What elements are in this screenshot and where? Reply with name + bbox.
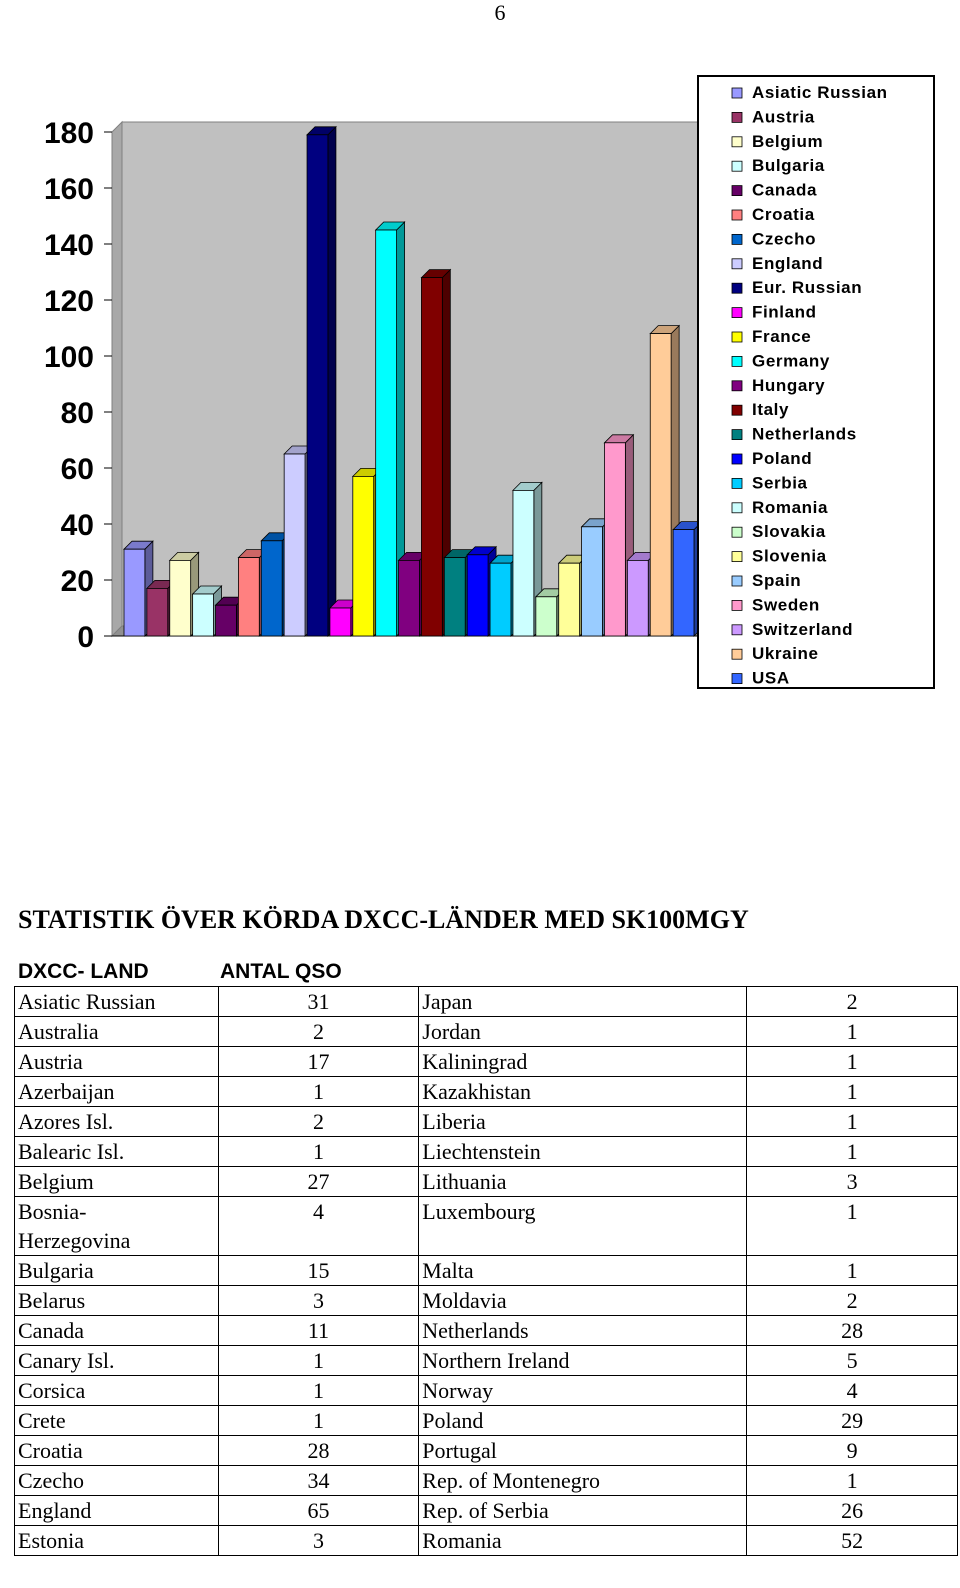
table-row [15,1017,958,1047]
y-tick-label: 20 [60,565,94,598]
legend-swatch [732,210,742,220]
qso-count-cell: 3 [218,1286,419,1316]
legend-label: Ukraine [752,644,819,664]
legend-label: Italy [752,400,790,420]
legend-label: Slovakia [752,522,826,542]
legend-label: Slovenia [752,546,827,566]
qso-count-cell: 65 [218,1496,419,1526]
country-cell: Bulgaria [15,1256,219,1286]
table-row [15,987,958,1017]
legend-label: Croatia [752,205,815,224]
legend-swatch [732,356,742,366]
legend-swatch [732,527,742,537]
legend-swatch [732,576,742,586]
table-row [15,1047,958,1077]
table-row [15,1107,958,1137]
table-row [15,1496,958,1526]
country-cell: Kazakhistan [419,1077,747,1107]
qso-count-cell: 1 [218,1346,419,1376]
table-row [15,1137,958,1167]
qso-count-cell: 5 [747,1346,958,1376]
qso-count-cell: 34 [218,1466,419,1496]
qso-count-cell: 2 [218,1017,419,1047]
qso-count-cell: 4 [747,1376,958,1406]
country-cell: Croatia [15,1436,219,1466]
table-row [15,1466,958,1496]
bar-front [673,530,694,636]
bar-chart [0,60,960,700]
country-cell: Corsica [15,1376,219,1406]
country-cell: Moldavia [419,1286,747,1316]
country-cell: Canada [15,1316,219,1346]
y-tick-label: 80 [60,397,94,430]
legend-label: England [752,253,824,273]
country-cell: Rep. of Montenegro [419,1466,747,1496]
y-tick-label: 60 [60,453,94,486]
bar-front [582,527,603,636]
qso-count-cell: 26 [747,1496,958,1526]
qso-count-cell: 52 [747,1526,958,1556]
bar-front [284,454,305,636]
legend-label: Belgium [752,131,824,151]
bar-front [193,594,214,636]
bar-front [238,558,259,636]
qso-count-cell: 17 [218,1047,419,1077]
y-tick-label: 120 [43,285,94,318]
legend-label: Czecho [752,229,817,249]
bar-front [376,230,397,636]
legend-swatch [732,478,742,488]
qso-count-cell: 28 [218,1436,419,1466]
legend-swatch [732,625,742,635]
legend-swatch [732,454,742,464]
legend-label: Netherlands [752,424,857,444]
bar-front [467,555,488,636]
qso-count-cell: 28 [747,1316,958,1346]
table-row [15,1256,958,1286]
legend-label: Austria [752,107,815,127]
legend-swatch [732,503,742,513]
qso-count-cell: 2 [218,1107,419,1137]
country-cell: Asiatic Russian [15,987,219,1017]
legend-swatch [732,332,742,342]
legend-label: USA [752,668,790,688]
qso-count-cell: 1 [218,1376,419,1406]
bar-front [444,558,465,636]
bar-front [261,541,282,636]
legend-label: Bulgaria [752,156,825,176]
qso-count-cell: 15 [218,1256,419,1286]
y-tick-label: 140 [43,229,94,262]
legend-swatch [732,674,742,684]
qso-count-cell: 1 [218,1077,419,1107]
country-cell: Australia [15,1017,219,1047]
legend-swatch [732,112,742,122]
legend-label: Romania [752,497,828,517]
qso-count-cell: 2 [747,987,958,1017]
bar-front [147,588,168,636]
country-cell: Poland [419,1406,747,1436]
country-cell: Portugal [419,1436,747,1466]
qso-count-cell: 27 [218,1167,419,1197]
country-cell: Liechtenstein [419,1137,747,1167]
legend-label: Finland [752,302,817,322]
country-cell: Lithuania [419,1167,747,1197]
bar-front [604,443,625,636]
plot-side-wall [112,122,122,636]
column-header-country: DXCC- LAND [18,960,149,983]
plot-area [112,122,710,636]
qso-count-cell: 1 [747,1197,958,1256]
qso-count-cell: 1 [747,1137,958,1167]
legend-label: France [752,327,812,346]
legend-swatch [732,405,742,415]
legend-label: Spain [752,571,802,590]
legend-label: Poland [752,449,813,468]
bar-front [353,476,374,636]
table-row [15,1167,958,1197]
country-cell: Belgium [15,1167,219,1197]
legend-label: Hungary [752,375,826,395]
bar-front [170,560,191,636]
legend-swatch [732,283,742,293]
country-cell: Northern Ireland [419,1346,747,1376]
chart-legend [698,76,934,688]
table-row [15,1526,958,1556]
legend-swatch [732,259,742,269]
country-cell: Kaliningrad [419,1047,747,1077]
y-tick-label: 40 [60,509,94,542]
country-cell: England [15,1496,219,1526]
y-tick-label: 160 [43,173,94,206]
qso-count-cell: 1 [747,1077,958,1107]
table-row [15,1376,958,1406]
country-cell: Romania [419,1526,747,1556]
legend-swatch [732,186,742,196]
page-number: 6 [494,0,506,25]
legend-swatch [732,552,742,562]
qso-count-cell: 11 [218,1316,419,1346]
country-cell: Balearic Isl. [15,1137,219,1167]
legend-label: Germany [752,351,830,371]
legend-swatch [732,234,742,244]
qso-count-cell: 1 [218,1406,419,1436]
country-cell: Canary Isl. [15,1346,219,1376]
table-row [15,1316,958,1346]
table-row [15,1286,958,1316]
bar-side [328,127,336,636]
qso-count-cell: 4 [218,1197,419,1256]
legend-swatch [732,649,742,659]
qso-count-cell: 1 [747,1017,958,1047]
bar-eur-russian [307,127,336,636]
country-cell: Azores Isl. [15,1107,219,1137]
qso-count-cell: 1 [218,1137,419,1167]
qso-count-cell: 1 [747,1466,958,1496]
y-axis-ticks [44,117,112,654]
qso-count-cell: 9 [747,1436,958,1466]
table-row [15,1406,958,1436]
bar-front [650,334,671,636]
table-row [15,1197,958,1256]
section-heading: STATISTIK ÖVER KÖRDA DXCC-LÄNDER MED SK100MGY [18,905,749,934]
qso-count-cell: 1 [747,1047,958,1077]
legend-label: Sweden [752,595,820,615]
dxcc-table [14,986,958,1556]
bar-front [216,605,237,636]
legend-label: Serbia [752,473,808,493]
legend-label: Canada [752,180,818,200]
country-cell: Czecho [15,1466,219,1496]
bar-front [307,135,328,636]
qso-count-cell: 31 [218,987,419,1017]
legend-swatch [732,308,742,318]
qso-count-cell: 29 [747,1406,958,1436]
bar-front [330,608,351,636]
qso-count-cell: 1 [747,1256,958,1286]
country-cell: Netherlands [419,1316,747,1346]
bar-front [513,490,534,636]
table-row [15,1077,958,1107]
table-row [15,1436,958,1466]
y-tick-label: 100 [43,341,94,374]
country-cell: Belarus [15,1286,219,1316]
country-cell: Japan [419,987,747,1017]
legend-label: Asiatic Russian [752,83,888,102]
country-cell: Norway [419,1376,747,1406]
legend-swatch [732,381,742,391]
bar-front [399,560,420,636]
table-row [15,1346,958,1376]
legend-label: Switzerland [752,619,854,639]
bar-front [627,560,648,636]
country-cell: Malta [419,1256,747,1286]
country-cell: Liberia [419,1107,747,1137]
bar-front [421,278,442,636]
country-cell: Rep. of Serbia [419,1496,747,1526]
country-cell: Azerbaijan [15,1077,219,1107]
qso-count-cell: 3 [747,1167,958,1197]
country-cell: Austria [15,1047,219,1077]
country-cell: Estonia [15,1526,219,1556]
qso-count-cell: 3 [218,1526,419,1556]
legend-swatch [732,137,742,147]
legend-swatch [732,88,742,98]
bar-front [559,563,580,636]
country-cell: Bosnia- Herzegovina [15,1197,219,1256]
country-cell: Crete [15,1406,219,1436]
legend-swatch [732,600,742,610]
bar-front [536,597,557,636]
country-cell: Luxembourg [419,1197,747,1256]
bar-front [124,549,145,636]
bar-front [490,563,511,636]
y-tick-label: 180 [43,117,94,150]
legend-swatch [732,161,742,171]
country-cell: Jordan [419,1017,747,1047]
legend-swatch [732,430,742,440]
qso-count-cell: 2 [747,1286,958,1316]
qso-count-cell: 1 [747,1107,958,1137]
column-header-qso-count: ANTAL QSO [220,960,342,983]
y-tick-label: 0 [77,621,94,654]
legend-label: Eur. Russian [752,278,863,298]
